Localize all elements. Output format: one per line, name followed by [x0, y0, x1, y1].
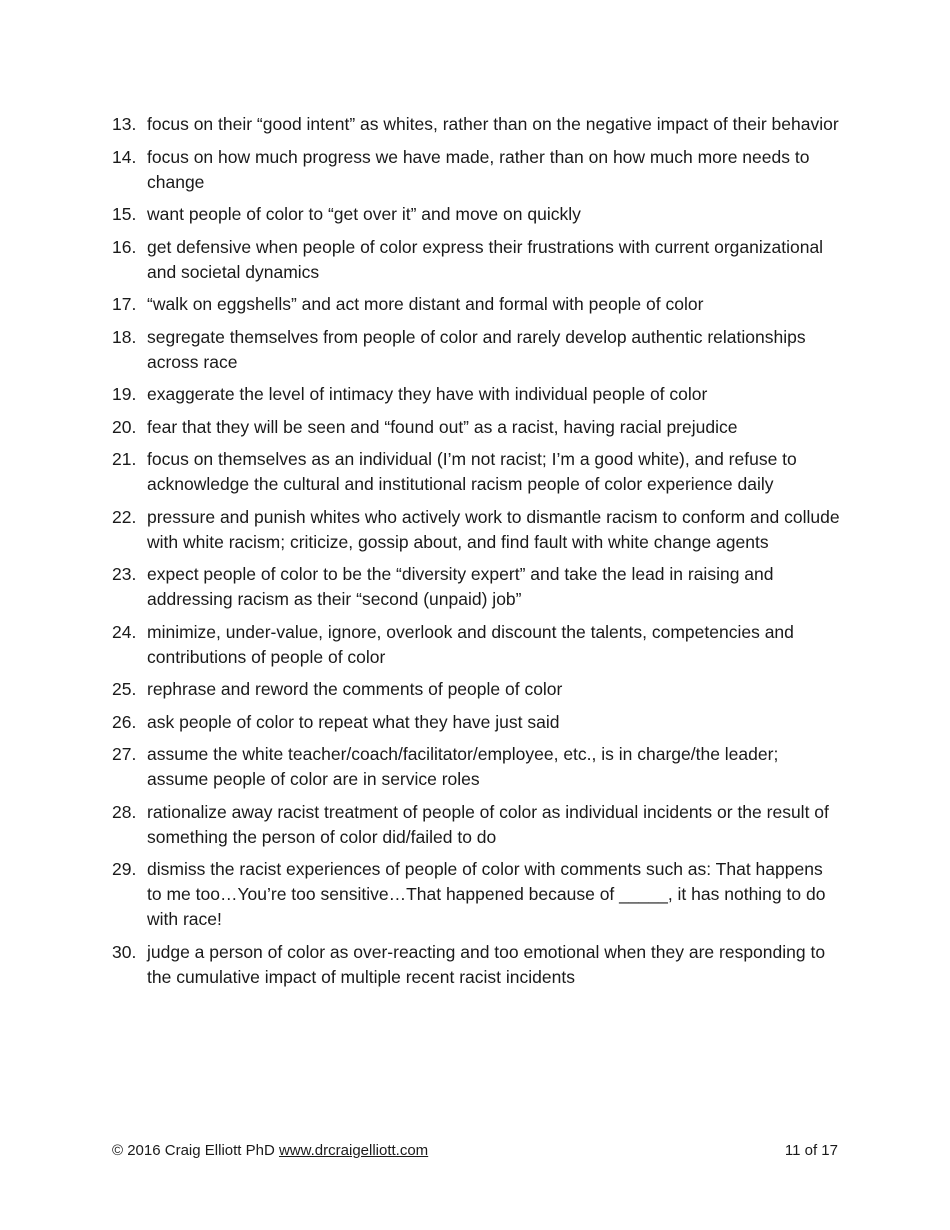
- list-item-text: focus on how much progress we have made, rather than on how much more needs to change: [147, 146, 810, 192]
- list-item-text: focus on themselves as an individual (I’m not racist; I’m a good white), and refuse to acknowledge the cultural and institutional racism people of color experience daily: [147, 449, 797, 494]
- list-item-number: 13.: [112, 114, 137, 134]
- list-item-number: 26.: [112, 711, 137, 732]
- list-item-number: 17.: [112, 294, 137, 314]
- list-item-number: 23.: [112, 564, 137, 584]
- list-item-number: 30.: [112, 941, 137, 962]
- list-item-text: ask people of color to repeat what they have just said: [147, 711, 560, 732]
- list-item-text: exaggerate the level of intimacy they have with individual people of color: [147, 384, 708, 404]
- list-item: [112, 382, 842, 407]
- list-item-text: get defensive when people of color express their frustrations with current organizational and societal dynamics: [147, 236, 824, 282]
- list-item-number: 22.: [112, 506, 137, 527]
- list-item-number: 19.: [112, 384, 137, 404]
- list-item-text: focus on their “good intent” as whites, rather than on the negative impact of their behavior: [147, 114, 839, 134]
- list-item-number: 18.: [112, 326, 137, 347]
- list-item: [112, 292, 842, 317]
- footer-copyright: © 2016 Craig Elliott PhD: [112, 1142, 275, 1159]
- page-number: 11 of 17: [784, 1142, 838, 1159]
- list-item: [112, 940, 842, 990]
- numbered-list: [112, 112, 842, 997]
- list-item-number: 24.: [112, 621, 137, 642]
- list-item-text: pressure and punish whites who actively work to dismantle racism to conform and collude with white racism; criticize, gossip about, and find fault with white change agents: [147, 506, 840, 552]
- list-item-number: 21.: [112, 449, 137, 469]
- list-item: [112, 857, 842, 932]
- list-item-number: 15.: [112, 204, 137, 224]
- list-item-number: 29.: [112, 859, 137, 879]
- list-item-text: rephrase and reword the comments of people of color: [147, 679, 563, 699]
- list-item: [112, 800, 842, 850]
- list-item-text: judge a person of color as over-reacting and too emotional when they are responding to the cumulative impact of multiple recent racist incidents: [147, 941, 826, 987]
- list-item-number: 20.: [112, 416, 137, 437]
- list-item-text: segregate themselves from people of color and rarely develop authentic relationships across race: [147, 326, 806, 372]
- list-item-number: 28.: [112, 801, 137, 822]
- list-item-number: 27.: [112, 744, 137, 764]
- list-item-text: minimize, under-value, ignore, overlook and discount the talents, competencies and contributions of people of color: [147, 621, 794, 667]
- list-item-text: expect people of color to be the “diversity expert” and take the lead in raising and addressing racism as their “second (unpaid) job”: [147, 564, 774, 609]
- footer-website-link[interactable]: www.drcraigelliott.com: [278, 1142, 429, 1159]
- list-item: [112, 742, 842, 792]
- list-item-number: 16.: [112, 236, 137, 257]
- list-item: [112, 620, 842, 670]
- list-item: [112, 415, 842, 440]
- list-item: [112, 677, 842, 702]
- list-item-text: “walk on eggshells” and act more distant and formal with people of color: [147, 294, 704, 314]
- list-item: [112, 710, 842, 735]
- list-item-text: assume the white teacher/coach/facilitator/employee, etc., is in charge/the leader; assume people of color are in service roles: [147, 744, 779, 789]
- list-item: [112, 112, 842, 137]
- list-item: [112, 202, 842, 227]
- list-item: [112, 562, 842, 612]
- list-item: [112, 145, 842, 195]
- list-item: [112, 235, 842, 285]
- list-item: [112, 505, 842, 555]
- list-item-text: rationalize away racist treatment of people of color as individual incidents or the result of something the person of color did/failed to do: [147, 801, 829, 847]
- footer-credit: [112, 1140, 428, 1162]
- list-item: [112, 447, 842, 497]
- list-item-text: fear that they will be seen and “found out” as a racist, having racial prejudice: [147, 416, 738, 437]
- list-item-text: want people of color to “get over it” and move on quickly: [147, 204, 581, 224]
- list-item-number: 14.: [112, 146, 137, 167]
- list-item-text: dismiss the racist experiences of people of color with comments such as: That happens to me too…You’re too sensitive…That happened because of _____, it has nothing to do with race!: [147, 859, 826, 929]
- page-footer: [112, 1140, 838, 1162]
- list-item-number: 25.: [112, 679, 137, 699]
- list-item: [112, 325, 842, 375]
